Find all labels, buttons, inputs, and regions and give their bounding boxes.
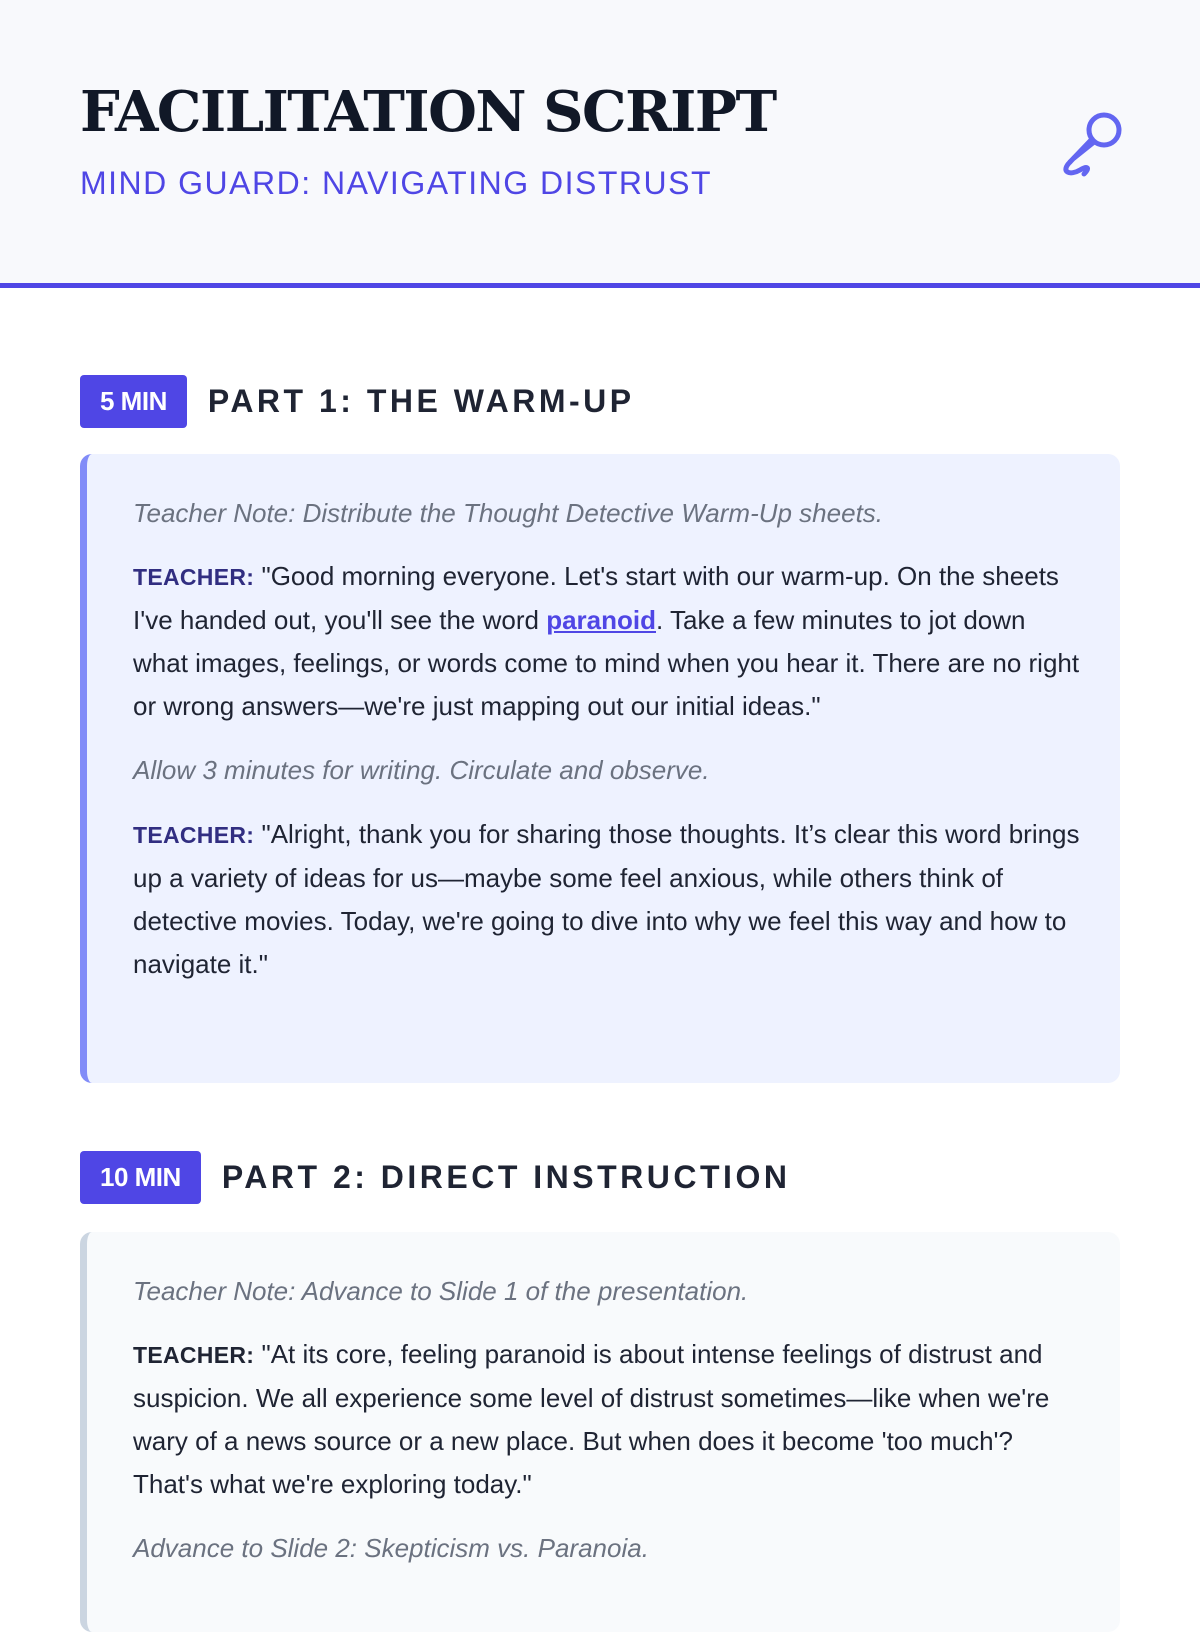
teacher-line [133, 555, 1082, 728]
document-subtitle: MIND GUARD: NAVIGATING DISTRUST [80, 165, 712, 201]
teacher-note: Advance to Slide 2: Skepticism vs. Paranoia. [133, 1533, 649, 1564]
document-title: FACILITATION SCRIPT [80, 79, 776, 145]
time-badge: 5 MIN [80, 375, 187, 428]
section-part-2 [80, 1150, 1120, 1564]
speaker-label: TEACHER: [133, 1342, 255, 1369]
teacher-note: Allow 3 minutes for writing. Circulate and observe. [133, 755, 710, 786]
line-text: "Alright, thank you for sharing those thoughts. It’s clear this word brings up a variety of ideas for us—maybe some feel anxious, while others think of detective movies. Today, we're going to dive into why we feel this way and how to navigate it." [133, 818, 1080, 979]
microphone-icon [1058, 108, 1124, 178]
keyword-link[interactable]: paranoid [546, 605, 656, 636]
line-text: "Good morning everyone. Let's start with our warm-up. On the sheets I've handed out, you'll see the word [133, 561, 1059, 636]
speaker-label: TEACHER: [133, 564, 255, 591]
line-text: "At its core, feeling paranoid is about intense feelings of distrust and suspicion. We all experience some level of distrust sometimes—like when we're wary of a news source or a new place. But when does it become 'too much'? That's what we're exploring today." [133, 1339, 1050, 1500]
teacher-note: Teacher Note: Distribute the Thought Detective Warm-Up sheets. [133, 498, 884, 528]
section-title: PART 1: THE WARM-UP [207, 383, 635, 419]
script-box [80, 454, 1120, 1083]
line-text: . Take a few minutes to jot down what images, feelings, or words come to mind when you hear it. There are no right or wrong answers—we're just mapping out our initial ideas." [133, 605, 1080, 722]
teacher-line [133, 813, 1082, 986]
section-heading [80, 1150, 1120, 1204]
speaker-label: TEACHER: [133, 821, 255, 848]
section-title: PART 2: DIRECT INSTRUCTION [221, 1159, 791, 1195]
teacher-note: Teacher Note: Advance to Slide 1 of the presentation. [133, 1276, 749, 1306]
section-part-1 [80, 374, 1120, 979]
teacher-line [133, 1333, 1082, 1506]
script-box [80, 1232, 1120, 1632]
section-heading [80, 374, 1120, 428]
time-badge: 10 MIN [80, 1151, 201, 1204]
document-header [0, 0, 1200, 288]
